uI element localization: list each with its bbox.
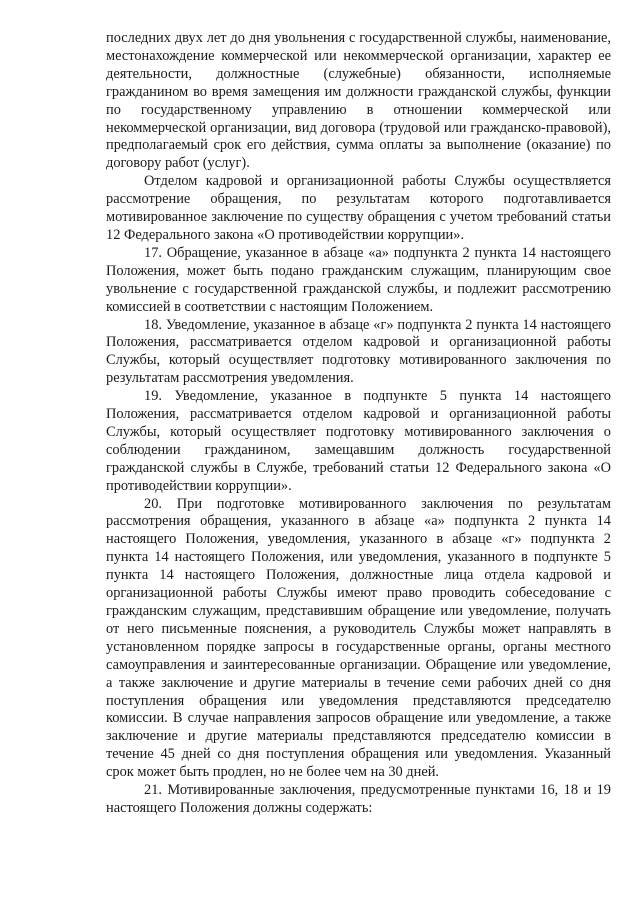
paragraph-21: 21. Мотивированные заключения, предусмотренные пунктами 16, 18 и 19 настоящего Положения должны содержать: xyxy=(106,782,611,816)
paragraph-19: 19. Уведомление, указанное в подпункте 5 пункта 14 настоящего Положения, рассматривается отделом кадровой и организационной работы Службы, который осуществляет подготовку мотивированного заключения о соблюдении гражданином, замещавшим должность государственной гражданской службы в Службе, требований статьи 12 Федерального закона «О противодействии коррупции». xyxy=(106,388,611,494)
paragraph-18: 18. Уведомление, указанное в абзаце «г» подпункта 2 пункта 14 настоящего Положения, рассматривается отделом кадровой и организационной работы Службы, который осуществляет подготовку мотивированного заключения по результатам рассмотрения уведомления. xyxy=(106,316,611,387)
paragraph-20: 20. При подготовке мотивированного заключения по результатам рассмотрения обращения, указанного в абзаце «а» подпункта 2 пункта 14 настоящего Положения, уведомления, указанного в абзаце «г» подпункта 2 пункта 14 настоящего Положения, или уведомления, указанного в подпункте 5 пункта 14 настоящего Положения, должностные лица отдела кадровой и организационной работы Службы имеют право проводить собеседование с гражданским служащим, представившим обращение или уведомление, получать от него письменные пояснения, а руководитель Службы может направлять в установленном порядке запросы в государственные органы, органы местного самоуправления и заинтересованные организации. Обращение или уведомление, а также заключение и другие материалы в течение семи рабочих дней со дня поступления обращения или уведомления представляются председателю комиссии. В случае направления запросов обращение или уведомление, а также заключение и другие материалы представляются председателю комиссии в течение 45 дней со дня поступления обращения или уведомления. Указанный срок может быть продлен, но не более чем на 30 дней. xyxy=(106,495,611,781)
paragraph-continuation: последних двух лет до дня увольнения с государственной службы, наименование, местонахождение коммерческой или некоммерческой организации, характер ее деятельности, должностные (служебные) обязанности, исполняемые гражданином во время замещения им должности гражданской службы, функции по государственному управлению в отношении коммерческой или некоммерческой организации, вид договора (трудовой или гражданско-правовой), предполагаемый срок его действия, сумма оплаты за выполнение (оказание) по договору работ (услуг). xyxy=(106,30,611,172)
document-page xyxy=(106,30,611,818)
paragraph-review-by-hr: Отделом кадровой и организационной работы Службы осуществляется рассмотрение обращения, по результатам которого подготавливается мотивированное заключение по существу обращения с учетом требований статьи 12 Федерального закона «О противодействии коррупции». xyxy=(106,173,611,243)
paragraph-17: 17. Обращение, указанное в абзаце «а» подпункта 2 пункта 14 настоящего Положения, может быть подано гражданским служащим, планирующим свое увольнение с государственной гражданской службы, и подлежит рассмотрению комиссией в соответствии с настоящим Положением. xyxy=(106,244,611,315)
